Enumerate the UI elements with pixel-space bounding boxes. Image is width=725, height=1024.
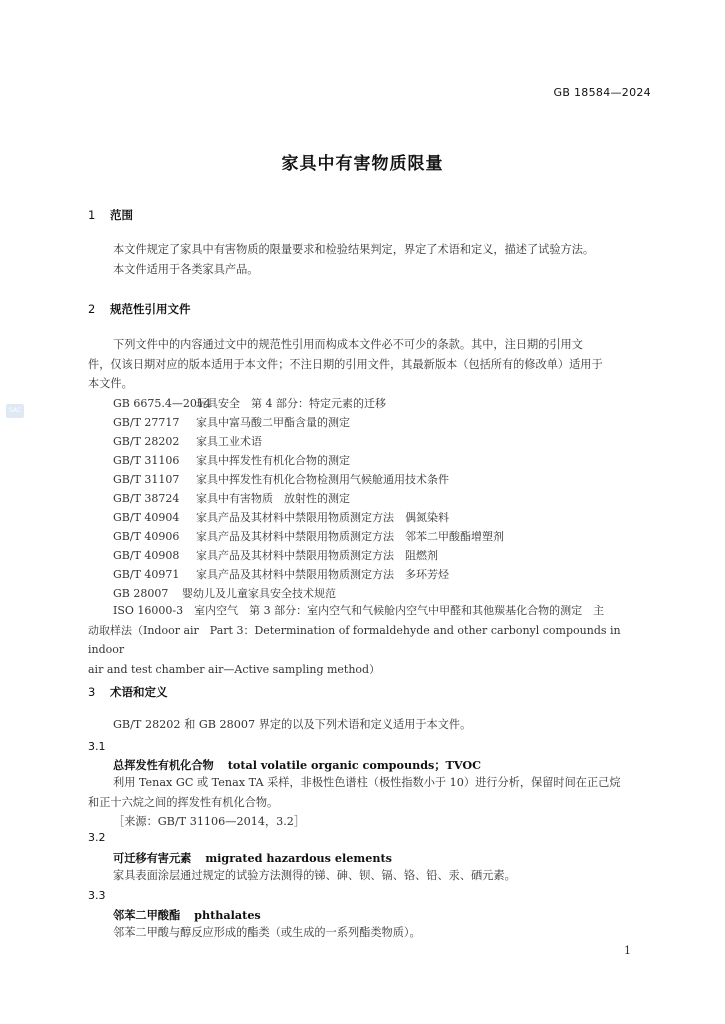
- section-number: 3: [88, 685, 96, 699]
- term-number: 3.1: [88, 740, 106, 753]
- reference-code: GB/T 27717: [113, 416, 180, 429]
- section-2-intro: [88, 335, 648, 394]
- side-watermark-icon: SAC: [6, 404, 24, 418]
- term-title-cn: 可迁移有害元素: [113, 851, 192, 865]
- reference-title: 家具产品及其材料中禁限用物质测定方法 偶氮染料: [196, 511, 449, 524]
- term-title-en: phthalates: [194, 908, 261, 922]
- term-title-en: total volatile organic compounds；TVOC: [227, 758, 481, 772]
- section-1-body: [88, 240, 648, 279]
- reference-code: GB/T 40906: [113, 530, 180, 543]
- term-title-cn: 总挥发性有机化合物: [113, 758, 214, 772]
- term-number: 3.3: [88, 889, 106, 902]
- reference-item: [113, 414, 350, 430]
- section-title: 范围: [110, 208, 133, 222]
- reference-code: GB/T 31106: [113, 454, 180, 467]
- paragraph-line: 动取样法（Indoor air Part 3：Determination of formaldehyde and other carbonyl compounds in indoor: [88, 623, 621, 656]
- paragraph-line: ISO 16000-3 室内空气 第 3 部分：室内空气和气候舱内空气中甲醛和其他羰基化合物的测定 主: [113, 604, 605, 617]
- reference-title: 家具产品及其材料中禁限用物质测定方法 多环芳烃: [196, 568, 449, 581]
- reference-title: 家具产品及其材料中禁限用物质测定方法 邻苯二甲酸酯增塑剂: [196, 530, 504, 543]
- term-title-cn: 邻苯二甲酸酯: [113, 908, 181, 922]
- reference-code: GB/T 31107: [113, 473, 180, 486]
- reference-item: [113, 471, 449, 487]
- reference-title: 家具中挥发性有机化合物的测定: [196, 454, 350, 467]
- reference-title: 家具中富马酸二甲酯含量的测定: [196, 416, 350, 429]
- reference-title: 婴幼儿及儿童家具安全技术规范: [182, 587, 336, 600]
- definition-line: 利用 Tenax GC 或 Tenax TA 采样，非极性色谱柱（极性指数小于 10）进行分析，保留时间在正己烷: [113, 776, 621, 789]
- reference-code: GB/T 28202: [113, 435, 180, 448]
- term-title: [113, 907, 261, 923]
- reference-title: 家具中有害物质 放射性的测定: [196, 492, 350, 505]
- definition-line: 邻苯二甲酸与醇反应形成的酯类（或生成的一系列酯类物质）。: [113, 926, 421, 939]
- reference-item: [113, 490, 350, 506]
- reference-item: [113, 585, 336, 601]
- section-number: 1: [88, 208, 96, 222]
- reference-code: GB/T 40971: [113, 568, 180, 581]
- reference-item: [113, 509, 449, 525]
- definition-line: 和正十六烷之间的挥发性有机化合物。: [88, 795, 279, 809]
- reference-item: [113, 452, 350, 468]
- paragraph-line: 本文件。: [88, 377, 133, 390]
- term-number: 3.2: [88, 831, 106, 844]
- reference-item: [113, 547, 438, 563]
- term-source: ［来源：GB/T 31106—2014，3.2］: [113, 815, 306, 828]
- section-2-heading: [88, 301, 191, 317]
- definition-line: 家具表面涂层通过规定的试验方法测得的锑、砷、钡、镉、铬、铅、汞、硒元素。: [113, 869, 516, 882]
- section-3-heading: [88, 684, 168, 700]
- reference-item: [113, 528, 504, 544]
- reference-item: [113, 395, 386, 411]
- paragraph: 本文件适用于各类家具产品。: [113, 262, 259, 276]
- paragraph-line: 件，仅该日期对应的版本适用于本文件；不注日期的引用文件，其最新版本（包括所有的修改单）适用于: [88, 357, 603, 371]
- paragraph: GB/T 28202 和 GB 28007 界定的以及下列术语和定义适用于本文件。: [113, 718, 472, 731]
- term-title-en: migrated hazardous elements: [205, 851, 392, 865]
- term-definition: [88, 866, 648, 886]
- reference-code: GB/T 38724: [113, 492, 180, 505]
- reference-code: GB 6675.4—2014: [113, 397, 211, 410]
- section-3-intro: [88, 715, 648, 735]
- term-title: [113, 757, 481, 773]
- reference-code: GB/T 40908: [113, 549, 180, 562]
- section-1-heading: [88, 207, 133, 223]
- term-definition: [88, 923, 648, 943]
- section-number: 2: [88, 302, 96, 316]
- reference-item: [113, 433, 262, 449]
- paragraph-line: 下列文件中的内容通过文中的规范性引用而构成本文件必不可少的条款。其中，注日期的引用文: [113, 338, 583, 351]
- page-number: 1: [624, 944, 631, 957]
- term-definition: [88, 773, 648, 832]
- section-title: 规范性引用文件: [110, 302, 191, 316]
- reference-title: 玩具安全 第 4 部分：特定元素的迁移: [196, 397, 386, 410]
- reference-title: 家具中挥发性有机化合物检测用气候舱通用技术条件: [196, 473, 449, 486]
- paragraph-line: air and test chamber air—Active sampling method）: [88, 662, 381, 676]
- reference-code: GB/T 40904: [113, 511, 180, 524]
- document-title: 家具中有害物质限量: [281, 154, 444, 174]
- reference-title: 家具工业术语: [196, 435, 262, 448]
- document-code: GB 18584—2024: [553, 86, 651, 99]
- reference-title: 家具产品及其材料中禁限用物质测定方法 阻燃剂: [196, 549, 438, 562]
- section-title: 术语和定义: [110, 685, 168, 699]
- term-title: [113, 850, 392, 866]
- paragraph: 本文件规定了家具中有害物质的限量要求和检验结果判定，界定了术语和定义，描述了试验方法。: [113, 243, 595, 256]
- reference-item: [113, 566, 449, 582]
- reference-code: GB 28007: [113, 587, 169, 600]
- iso-reference: [88, 601, 648, 679]
